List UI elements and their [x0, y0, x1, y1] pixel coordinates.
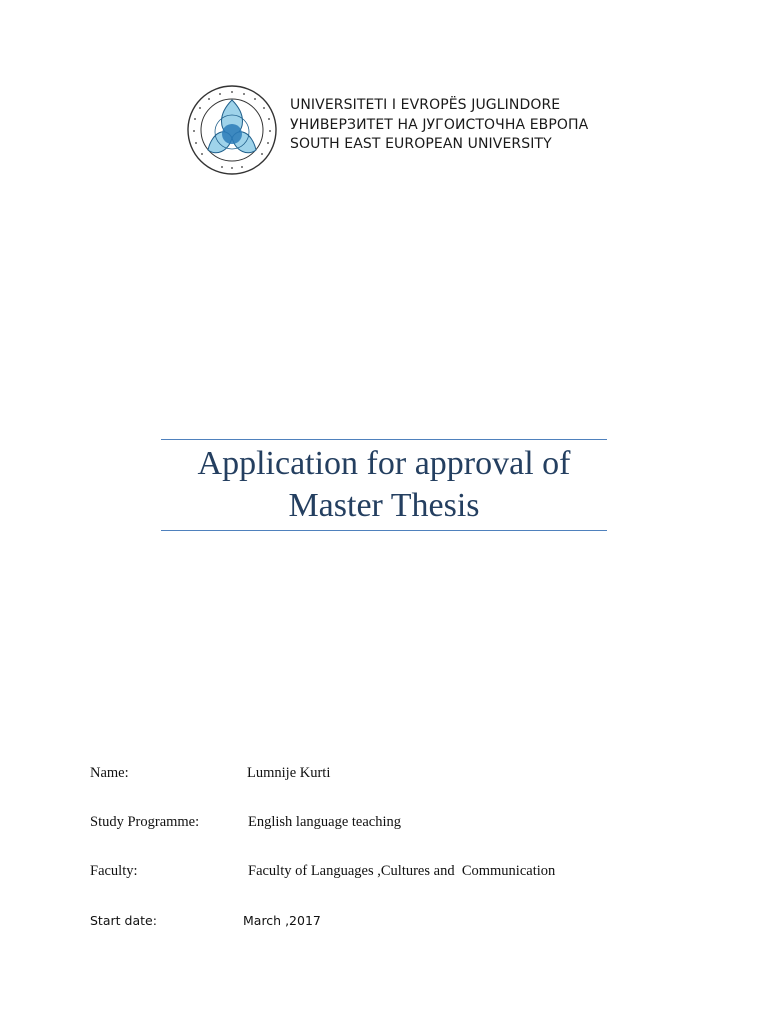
university-name-albanian: UNIVERSITETI I EVROPËS JUGLINDORE [290, 97, 561, 113]
university-name-macedonian: УНИВЕРЗИТЕТ НА ЈУГОИСТОЧНА ЕВРОПА [290, 116, 589, 133]
name-label: Name: [90, 765, 129, 781]
university-logo [186, 84, 278, 176]
title-rule-top [161, 439, 607, 440]
university-names [290, 96, 588, 155]
title-line-2: Master Thesis [288, 487, 480, 524]
document-title [161, 443, 607, 527]
name-value: Lumnije Kurti [247, 765, 331, 781]
title-line-1: Application for approval of [197, 445, 571, 482]
start-date-value: March ,2017 [243, 913, 321, 928]
faculty-value: Faculty of Languages ,Cultures and Communication [248, 863, 556, 879]
faculty-label: Faculty: [90, 863, 138, 879]
study-programme-value: English language teaching [248, 814, 402, 830]
start-date-label: Start date: [90, 913, 157, 928]
study-programme-label: Study Programme: [90, 814, 200, 830]
university-name-english: SOUTH EAST EUROPEAN UNIVERSITY [290, 136, 552, 152]
title-rule-bottom [161, 530, 607, 531]
